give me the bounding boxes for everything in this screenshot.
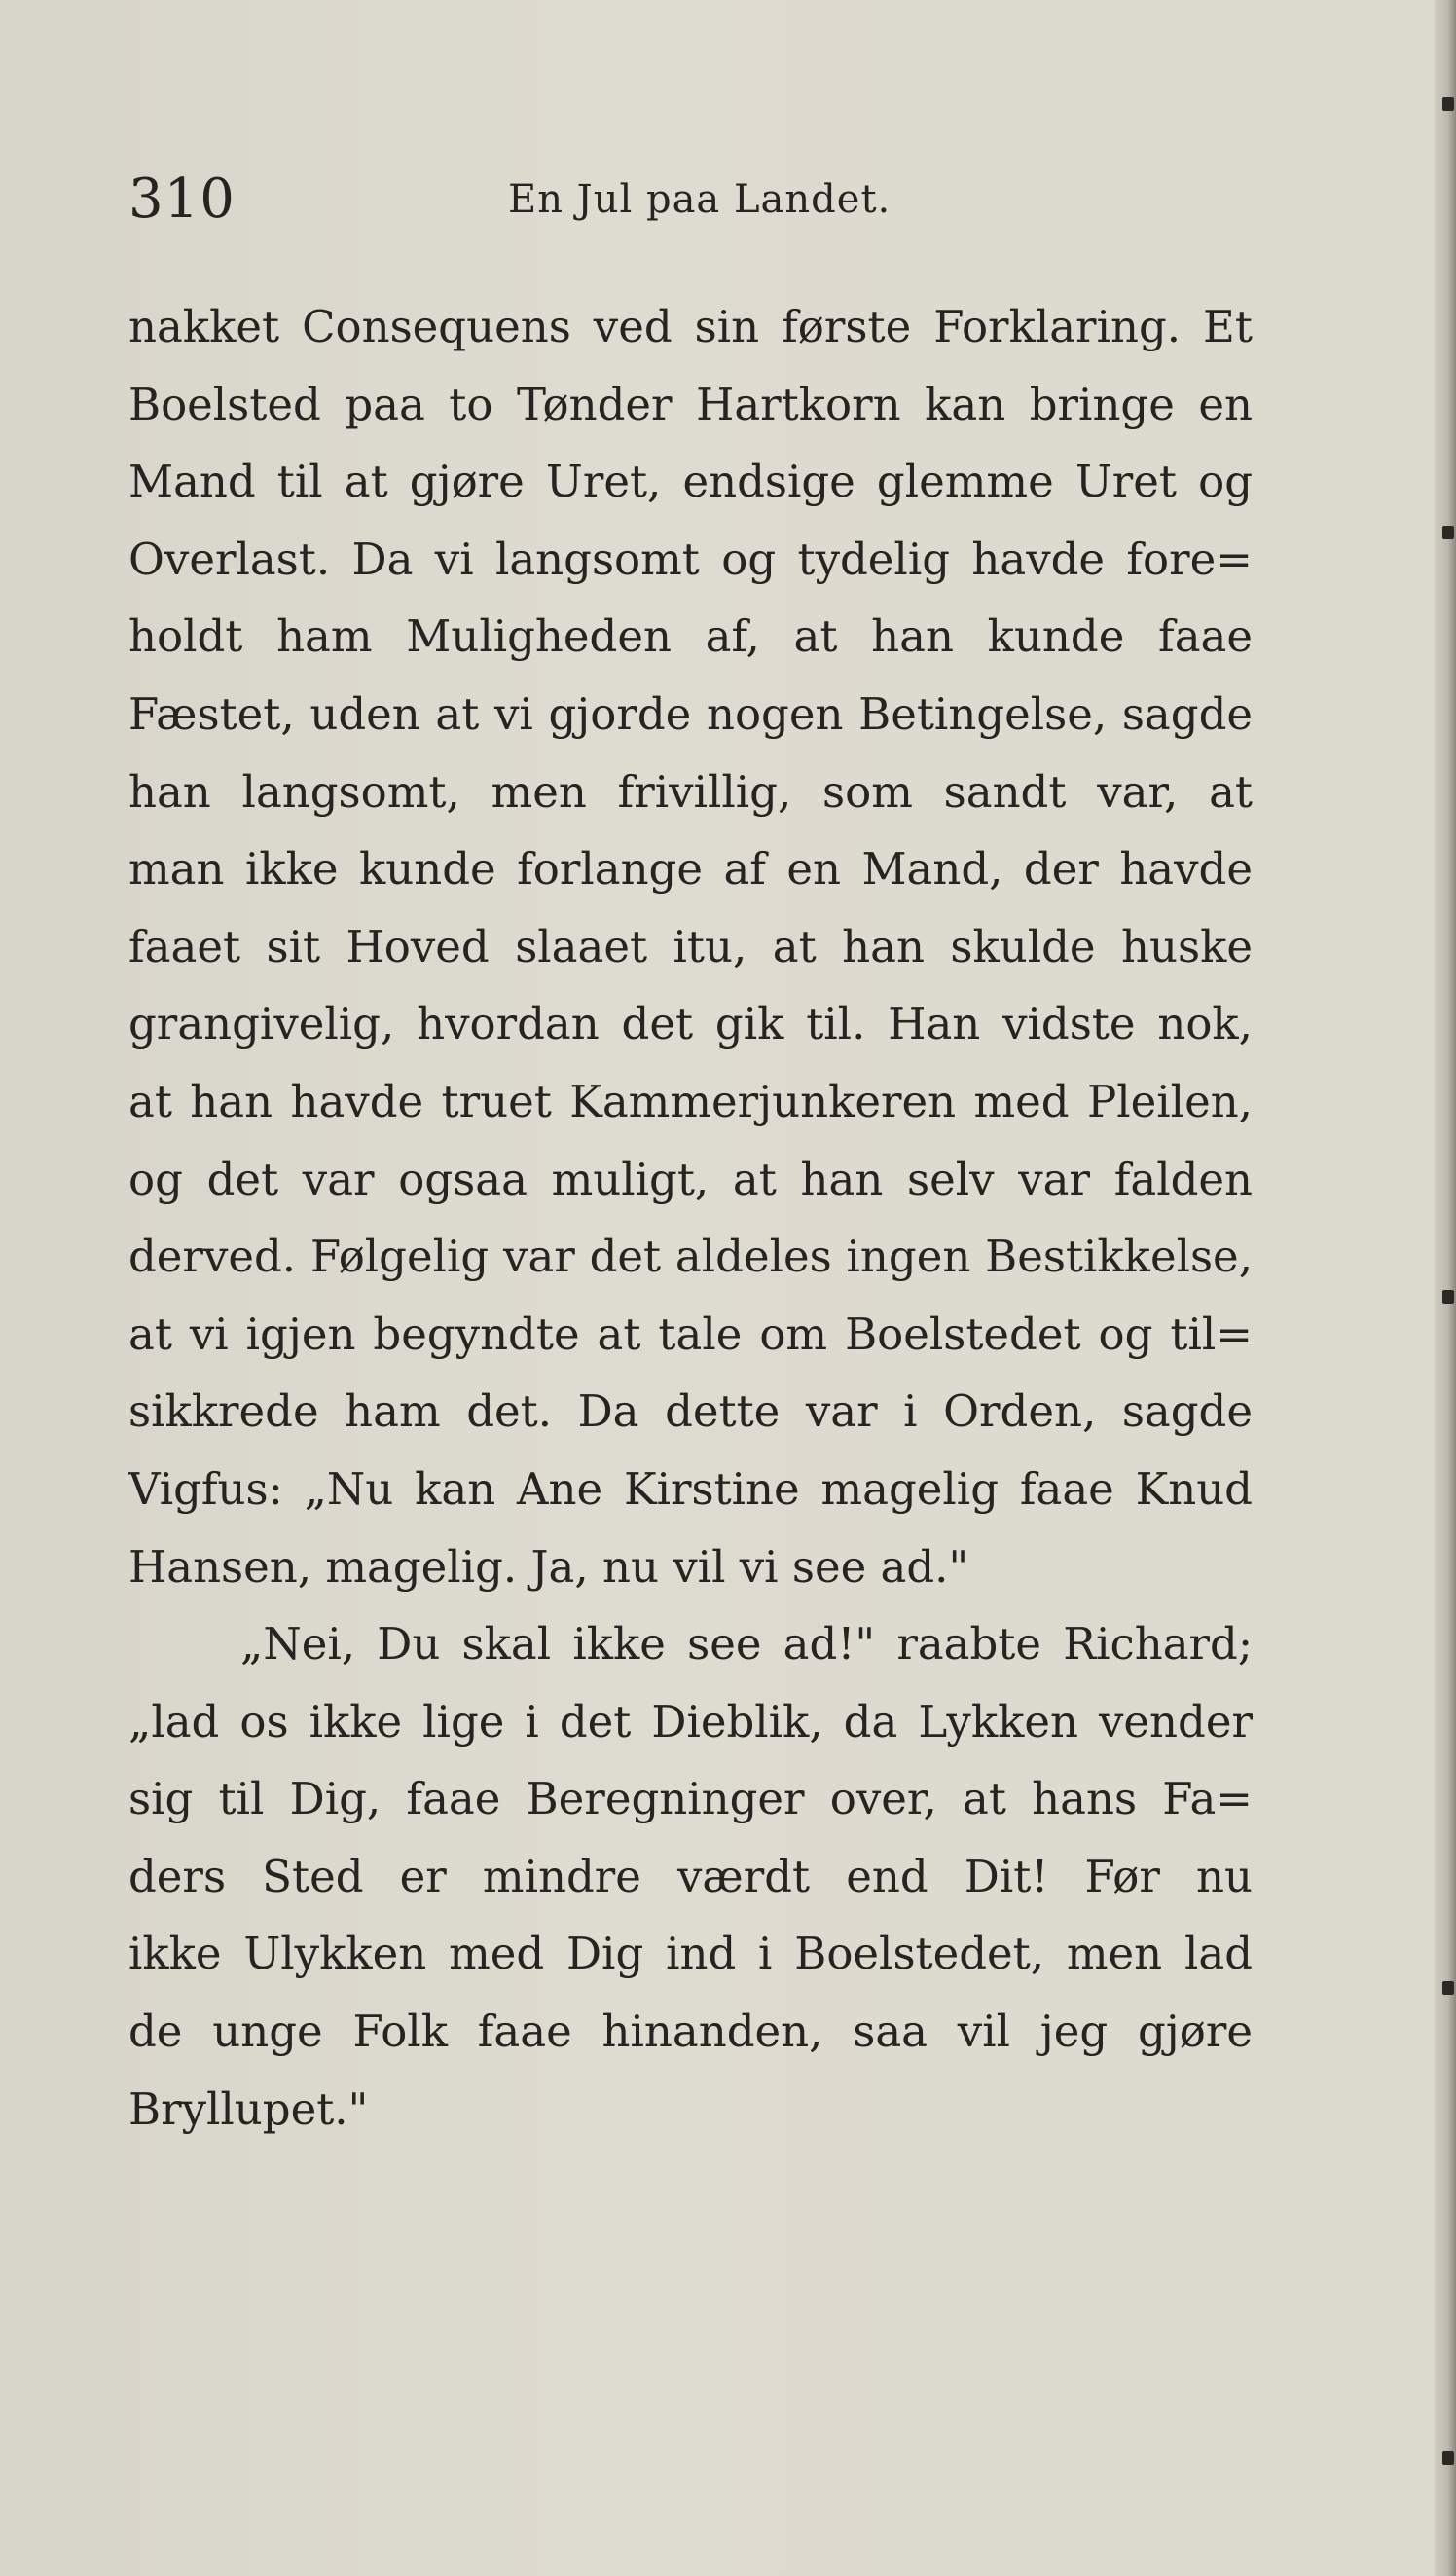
text-line: han langsomt, men frivillig, som sandt var, at: [128, 765, 1253, 818]
text-line: faaet sit Hoved slaaet itu, at han skulde huske: [128, 920, 1253, 973]
text-line: de unge Folk faae hinanden, saa vil jeg gjøre: [128, 2006, 1253, 2058]
text-line: Vigfus: „Nu kan Ane Kirstine magelig faae Knud: [128, 1462, 1253, 1515]
running-title: En Jul paa Landet.: [508, 177, 892, 222]
text-line: Boelsted paa to Tønder Hartkorn kan bringe en: [128, 378, 1253, 430]
text-line: man ikke kunde forlange af en Mand, der havde: [128, 843, 1253, 896]
edge-mark: [1442, 2451, 1454, 2465]
text-line: nakket Consequens ved sin første Forklaring. Et: [128, 301, 1253, 352]
text-line: Bryllupet.": [128, 2082, 369, 2135]
running-head: [128, 167, 1248, 245]
text-line: sikkrede ham det. Da dette var i Orden, sagde: [128, 1385, 1253, 1438]
page-edge: [1435, 0, 1456, 2576]
text-line: grangivelig, hvordan det gik til. Han vidste nok,: [128, 998, 1253, 1050]
text-line: ders Sted er mindre værdt end Dit! Før nu: [128, 1850, 1253, 1902]
text-line: holdt ham Muligheden af, at han kunde faae: [128, 610, 1253, 663]
edge-mark: [1442, 97, 1454, 111]
body-text: [128, 288, 1253, 2148]
text-line: ikke Ulykken med Dig ind i Boelstedet, men lad: [128, 1928, 1253, 1980]
text-line: Hansen, magelig. Ja, nu vil vi see ad.": [128, 1540, 969, 1593]
edge-mark: [1442, 1290, 1454, 1304]
text-line: og det var ogsaa muligt, at han selv var falden: [128, 1153, 1253, 1205]
text-line: at vi igjen begyndte at tale om Boelstedet og til=: [128, 1307, 1253, 1360]
edge-mark: [1442, 526, 1454, 539]
text-line: Mand til at gjøre Uret, endsige glemme Uret og: [128, 456, 1253, 508]
text-line: derved. Følgelig var det aldeles ingen Bestikkelse,: [128, 1231, 1253, 1283]
edge-mark: [1442, 1981, 1454, 1995]
text-line: Overlast. Da vi langsomt og tydelig havde fore=: [128, 533, 1253, 585]
text-line: sig til Dig, faae Beregninger over, at hans Fa=: [128, 1773, 1253, 1825]
page-number: 310: [128, 167, 236, 231]
text-line: „lad os ikke lige i det Dieblik, da Lykken vender: [128, 1695, 1253, 1748]
text-line: Fæstet, uden at vi gjorde nogen Betingelse, sagde: [128, 687, 1253, 740]
text-line: at han havde truet Kammerjunkeren med Pleilen,: [128, 1075, 1253, 1127]
text-line: „Nei, Du skal ikke see ad!" raabte Richard;: [240, 1618, 1253, 1671]
